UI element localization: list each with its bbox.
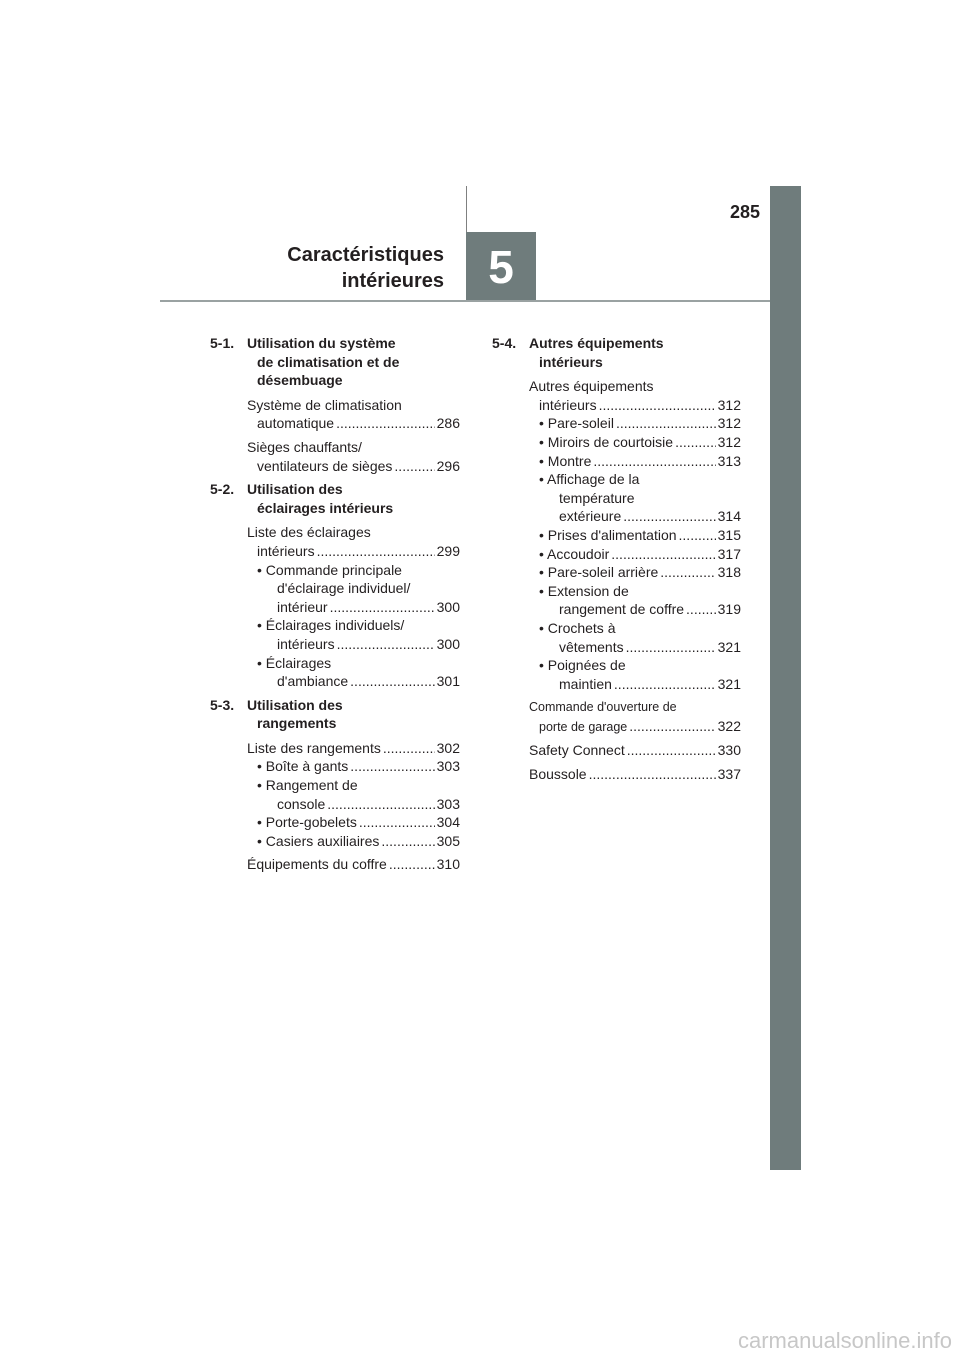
chapter-title <box>287 242 444 294</box>
section-number: 5-1. <box>210 335 235 351</box>
toc-entry[interactable]: Sièges chauffants/ ventilateurs de sièges ..... 296 <box>247 438 460 475</box>
toc-entry[interactable]: Système de climatisation automatique ..... 286 <box>247 396 460 433</box>
section-title: Utilisation du système de climatisation et de désembuage <box>247 335 400 389</box>
toc-sub-entry[interactable]: • Accoudoir ..... 317 <box>529 545 741 564</box>
header-divider-horizontal <box>160 300 772 302</box>
toc-sub-entry[interactable]: • Prises d'alimentation ..... 315 <box>529 526 741 545</box>
toc-entry[interactable]: Liste des éclairages intérieurs ..... 299 • Commande principale d'éclairage individuel/ intérieur ..... 300 • Éclairages individuels/ intérieurs ..... 300 • Éclairages d'ambiance ..... 301 <box>247 523 460 690</box>
toc-sub-entry[interactable]: • Porte-gobelets ..... 304 <box>247 813 460 832</box>
toc-sub-entry[interactable]: • Montre ..... 313 <box>529 452 741 471</box>
toc-sub-entry[interactable]: • Rangement de console ..... 303 <box>247 776 460 813</box>
toc-sub-entry[interactable]: • Boîte à gants ..... 303 <box>247 757 460 776</box>
section-number: 5-4. <box>492 335 517 351</box>
toc-entry[interactable]: Autres équipements intérieurs ..... 312 • Pare-soleil ..... 312 • Miroirs de courtoisie ..... 312 • Montre ..... 313 • Affichage de la température extérieure ..... 314 • Prises d'alimentation ..... 315 • Accoudoir ..... 317 • Pare-soleil arrière ..... 318 • Extension de rangement de coffre ..... 319 • Crochets à vêtements ..... 321 • Poignées de maintien ..... 321 <box>529 377 741 693</box>
chapter-number-tab: 5 <box>466 232 536 302</box>
toc-entry[interactable]: Liste des rangements ..... 302 • Boîte à gants ..... 303 • Rangement de console ..... 303 • Porte-gobelets ..... 304 • Casiers auxiliaires ..... 305 <box>247 739 460 851</box>
toc-entry[interactable]: Commande d'ouverture de porte de garage ..... 322 <box>529 698 741 736</box>
section-number: 5-3. <box>210 696 235 713</box>
toc-sub-entry[interactable]: • Commande principale d'éclairage individuel/ intérieur ..... 300 <box>247 561 460 617</box>
section-5-4[interactable] <box>492 334 741 371</box>
chapter-title-line1: Caractéristiques <box>287 244 444 266</box>
toc-sub-entry[interactable]: • Affichage de la température extérieure ..... 314 <box>529 470 741 526</box>
toc-entry[interactable]: Safety Connect ..... 330 <box>529 741 741 760</box>
toc-sub-entry[interactable]: • Extension de rangement de coffre ..... 319 <box>529 582 741 619</box>
toc-entry[interactable]: Boussole ..... 337 <box>529 765 741 784</box>
section-5-1[interactable] <box>210 334 460 390</box>
chapter-sidebar-bar <box>770 186 801 1170</box>
toc-sub-entry[interactable]: • Éclairages d'ambiance ..... 301 <box>247 654 460 691</box>
chapter-title-line2: intérieures <box>341 270 444 292</box>
section-title: Utilisation des éclairages intérieurs <box>247 481 394 516</box>
toc-sub-entry[interactable]: • Éclairages individuels/ intérieurs ..... 300 <box>247 616 460 653</box>
toc-sub-entry[interactable]: • Pare-soleil arrière ..... 318 <box>529 563 741 582</box>
watermark: carmanualsonline.info <box>737 1328 952 1353</box>
toc-sub-entry[interactable]: • Crochets à vêtements ..... 321 <box>529 619 741 656</box>
section-title: Autres équipements intérieurs <box>529 335 664 370</box>
section-number: 5-2. <box>210 481 235 498</box>
toc-sub-entry[interactable]: • Poignées de maintien ..... 321 <box>529 656 741 693</box>
toc-sub-entry[interactable]: • Casiers auxiliaires ..... 305 <box>247 832 460 851</box>
section-5-3[interactable] <box>210 696 460 733</box>
toc-sub-entry[interactable]: • Pare-soleil ..... 312 <box>529 414 741 433</box>
toc-column-right <box>492 334 741 789</box>
page-number: 285 <box>729 202 760 222</box>
toc-column-left <box>210 334 460 879</box>
section-title: Utilisation des rangements <box>247 696 343 732</box>
toc-entry[interactable]: Équipements du coffre ..... 310 <box>247 855 460 874</box>
toc-sub-entry[interactable]: • Miroirs de courtoisie ..... 312 <box>529 433 741 452</box>
section-5-2[interactable] <box>210 480 460 517</box>
